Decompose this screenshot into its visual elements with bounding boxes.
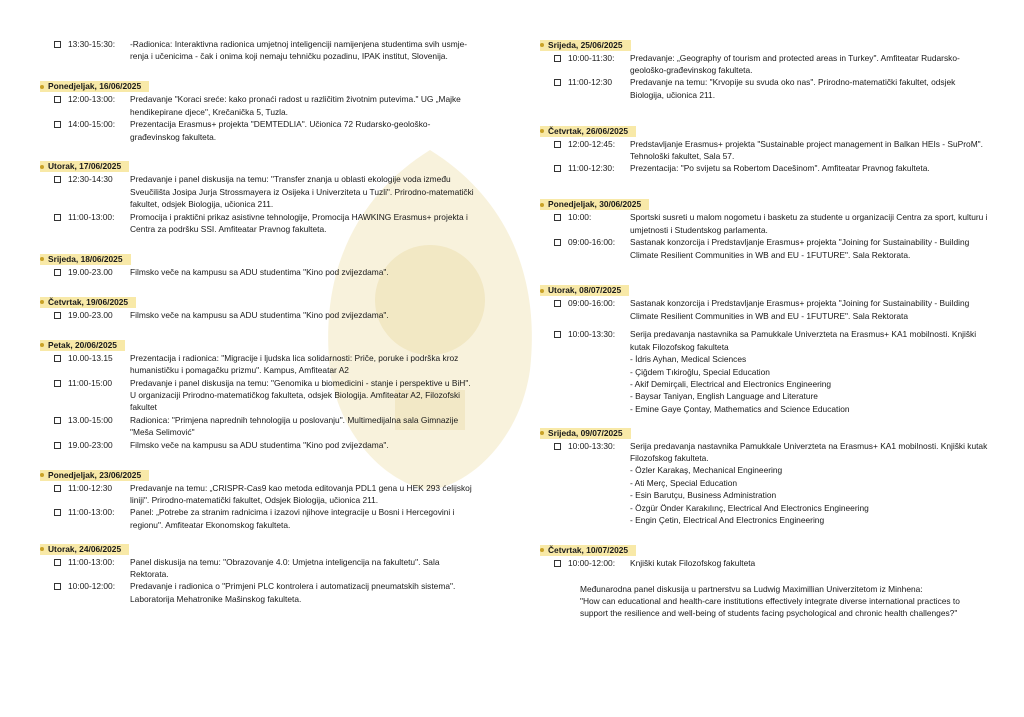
day-heading: [40, 340, 125, 351]
day-heading: [540, 545, 636, 556]
checkbox-icon: [554, 239, 561, 246]
checkbox-icon: [554, 141, 561, 148]
event-item: [40, 118, 478, 143]
event-time: 12:00-13:00:: [68, 94, 116, 105]
event-item: [40, 309, 478, 321]
checkbox-icon: [554, 79, 561, 86]
intro-event: [40, 38, 478, 63]
bullet-icon: [540, 129, 544, 133]
event-time: 19.00-23:00: [68, 439, 113, 450]
bullet-icon: [540, 548, 544, 552]
lecturer-item: - Çiğdem Tıkiroğlu, Special Education: [630, 366, 770, 377]
day-heading: [40, 470, 149, 481]
event-time: 11:00-12:30:: [568, 163, 615, 174]
event-description: Sportski susreti u malom nogometu i basketu za studente u organizaciji Centra za sport, kulturu i umjetnosti i Studentskog parlamenta.: [630, 212, 988, 235]
bullet-icon: [40, 547, 44, 551]
lecturer-item: - Engin Çetin, Electrical And Electronics Engineering: [630, 515, 825, 526]
event-item: [40, 93, 478, 118]
event-item: [40, 506, 478, 531]
event-time: 19.00-23.00: [68, 266, 113, 277]
checkbox-icon: [554, 165, 561, 172]
event-description: Prezentacija Erasmus+ projekta "DEMTEDLIA". Učionica 72 Rudarsko-geološko-građevinskog fakulteta.: [130, 119, 431, 142]
day-date: Četvrtak, 19/06/2025: [48, 296, 129, 307]
event-item: [40, 352, 478, 377]
event-description: Predavanje "Koraci sreće: kako pronaći radost u različitim životnim putevima." UG „Majke hendikepirane djece", Krečanička 5, Tuzla.: [130, 94, 461, 117]
event-time: 10:00-12:00:: [68, 581, 116, 592]
day-block: [40, 338, 478, 451]
day-date: Utorak, 24/06/2025: [48, 543, 122, 554]
note-body: "How can educational and health-care institutions effectively integrate diverse international practices to support the resilience and well-being of students facing psychological and chronic health challenges?": [580, 596, 960, 619]
checkbox-icon: [554, 331, 561, 338]
checkbox-icon: [54, 380, 61, 387]
checkbox-icon: [54, 269, 61, 276]
note-title: Međunarodna panel diskusija u partnerstvu sa Ludwig Maximillian Univerzitetom iz Minhena:: [580, 584, 923, 595]
event-description: Serija predavanja nastavnika Pamukkale Univerzteta na Erasmus+ KA1 mobilnosti. Knjiški kutak Filozofskog fakulteta.: [630, 440, 988, 464]
event-description: Predstavljanje Erasmus+ projekta "Sustainable project management in Balkan HEIs - SuProM". Tehnološki fakultet, Sala 57.: [630, 138, 983, 162]
event-description: Serija predavanja nastavnika sa Pamukkale Univerzteta na Erasmus+ KA1 mobilnosti. Knjiški kutak Filozofskog fakulteta: [630, 329, 977, 352]
day-date: Srijeda, 09/07/2025: [548, 427, 623, 438]
event-item: [540, 557, 990, 569]
right-column: [540, 38, 990, 619]
event-item: [540, 328, 990, 353]
event-time: 13:30-15:30:: [68, 39, 116, 49]
checkbox-icon: [54, 176, 61, 183]
day-heading: [40, 81, 149, 92]
bullet-icon: [540, 203, 544, 207]
event-item: [40, 556, 478, 581]
event-description: Panel diskusija na temu: "Obrazovanje 4.0: Umjetna inteligencija na fakultetu". Sala Rektorata.: [130, 556, 440, 580]
bullet-icon: [540, 43, 544, 47]
bullet-icon: [40, 300, 44, 304]
event-time: 10.00-13.15: [68, 352, 113, 363]
event-item: [40, 211, 478, 236]
event-time: 14:00-15:00:: [68, 119, 116, 130]
lecturer-item: - Baysar Taniyan, English Language and Literature: [630, 391, 818, 402]
panel-discussion-note: [540, 583, 990, 619]
event-time: 09:00-16:00:: [568, 298, 616, 309]
event-item: [540, 76, 990, 101]
day-heading: [540, 199, 649, 210]
lecturer-item: - Esin Barutçu, Business Administration: [630, 490, 777, 501]
event-item: [40, 173, 478, 210]
event-description: Filmsko veče na kampusu sa ADU studentima "Kino pod zvijezdama".: [130, 439, 389, 450]
day-block: [40, 295, 478, 321]
event-item: [40, 266, 478, 278]
event-description: Predavanje na temu: "Krvopije su svuda oko nas". Prirodno-matematički fakultet, odsjek Biologija, učionica 211.: [630, 77, 956, 100]
day-block: [540, 426, 990, 526]
event-time: 12:00-12:45:: [568, 138, 616, 149]
day-heading: [40, 297, 136, 308]
event-time: 10:00:: [568, 212, 592, 223]
checkbox-icon: [54, 214, 61, 221]
bullet-icon: [540, 289, 544, 293]
event-description: Prezentacija: "Po svijetu sa Robertom Dacešinom". Amfiteatar Pravnog fakulteta.: [630, 163, 930, 174]
event-time: 11:00-12:30: [568, 77, 613, 88]
lecturer-item: - Özgür Önder Karakılınç, Electrical And Electronics Engineering: [630, 502, 869, 513]
event-time: 10:00-12:00:: [568, 557, 616, 568]
event-time: 11:00-15:00: [68, 377, 113, 388]
event-description: Filmsko veče na kampusu sa ADU studentima "Kino pod zvijezdama".: [130, 266, 389, 277]
event-time: 10:00-13:30:: [568, 440, 616, 451]
day-heading: [540, 126, 636, 137]
checkbox-icon: [54, 485, 61, 492]
day-date: Utorak, 08/07/2025: [548, 285, 622, 296]
event-description: Radionica: "Primjena naprednih tehnologija u poslovanju". Multimedijalna sala Gimnazije "Meša Selimović": [130, 414, 459, 438]
event-time: 12:30-14:30: [68, 174, 113, 185]
day-heading: [540, 40, 631, 51]
event-item: [40, 580, 478, 605]
day-block: [40, 80, 478, 143]
event-item: [40, 414, 478, 439]
checkbox-icon: [54, 355, 61, 362]
event-description: Sastanak konzorcija i Predstavljanje Erasmus+ projekta "Joining for Sustainability - Building Climate Resilient Communities in WB and EU - 1FUTURE". Sala Rektorata: [630, 298, 970, 321]
checkbox-icon: [54, 442, 61, 449]
event-item: [540, 211, 990, 236]
checkbox-icon: [554, 214, 561, 221]
event-description: Prezentacija i radionica: "Migracije i ljudska lica solidarnosti: Priče, poruke i podrška kroz humanističku i pomagačku prizmu". Kampus, Amfiteatar A2: [130, 352, 459, 376]
event-item: [540, 297, 990, 322]
event-description: Filmsko veče na kampusu sa ADU studentima "Kino pod zvijezdama".: [130, 309, 389, 320]
checkbox-icon: [54, 509, 61, 516]
event-description: Promocija i praktični prikaz asistivne tehnologije, Promocija HAWKING Erasmus+ projekta i Centra za podršku SSI. Amfiteatar Pravnog fakulteta.: [130, 211, 468, 235]
day-date: Srijeda, 18/06/2025: [48, 253, 123, 264]
event-time: 10:00-11:30:: [568, 52, 615, 63]
event-time: 11:00-12:30: [68, 482, 113, 493]
event-description: Predavanje i panel diskusija na temu: "Transfer znanja u oblasti ekologije voda između Sveučilišta Josipa Jurja Strossmayera iz Osijeka i Univerziteta u Tuzli". Prirodno-matematički fakultet, odsjek Biologija, učionica 211.: [130, 174, 474, 210]
left-column: [40, 38, 478, 605]
event-description: -Radionica: Interaktivna radionica umjetnoj inteligenciji namijenjena studentima svih usmje-renja i učenicima - čak i onima koji nemaju tehničku pozadinu, IPAK institut, Slovenija.: [130, 39, 468, 62]
checkbox-icon: [54, 312, 61, 319]
checkbox-icon: [54, 559, 61, 566]
day-date: Utorak, 17/06/2025: [48, 161, 122, 172]
event-item: [40, 482, 478, 507]
event-description: Predavanje i panel diskusija na temu: "Genomika u biomedicini - stanje i perspektive u BiH". U organizaciji Prirodno-matematičkog fakulteta, odsjek Biologija. Amfiteatar A2, Filozofski fakultet: [130, 377, 471, 413]
event-description: Predavanje i radionica o "Primjeni PLC kontrolera i automatizacij pneumatskih sistema". Laboratorija Mehatronike Mašinskog fakulteta.: [130, 581, 456, 604]
checkbox-icon: [554, 55, 561, 62]
event-item: [540, 236, 990, 261]
bullet-icon: [40, 85, 44, 89]
day-date: Četvrtak, 26/06/2025: [548, 125, 629, 136]
event-description: Knjiški kutak Filozofskog fakulteta: [630, 557, 756, 568]
day-block: [40, 468, 478, 531]
event-time: 09:00-16:00:: [568, 237, 616, 248]
day-block: [540, 124, 990, 175]
day-block: [40, 252, 478, 278]
event-description: Panel: „Potrebe za stranim radnicima i izazovi njihove integracije u Bosni i Hercegovini i regionu". Amfiteatar Ekonomskog fakulteta.: [130, 507, 455, 530]
day-block: [540, 198, 990, 261]
day-block: [540, 38, 990, 101]
bullet-icon: [40, 165, 44, 169]
day-block: [40, 542, 478, 605]
bullet-icon: [40, 473, 44, 477]
day-heading: [40, 544, 129, 555]
day-block: [40, 160, 478, 236]
checkbox-icon: [54, 583, 61, 590]
day-heading: [540, 285, 629, 296]
event-time: 10:00-13:30:: [568, 329, 616, 340]
day-date: Ponedjeljak, 23/06/2025: [48, 469, 142, 480]
event-item: [540, 138, 990, 163]
event-time: 13.00-15:00: [68, 414, 113, 425]
lecturer-item: - Ati Merç, Special Education: [630, 477, 738, 488]
event-time: 11:00-13:00:: [68, 211, 115, 222]
checkbox-icon: [54, 41, 61, 48]
event-description: Predavanje: „Geography of tourism and protected areas in Turkey". Amfiteatar Rudarsko-geološko-građevinskog fakulteta.: [630, 52, 960, 75]
lecturer-item: - Emine Gaye Çontay, Mathematics and Science Education: [630, 403, 850, 414]
lecturer-item: - Özler Karakaş, Mechanical Engineering: [630, 465, 783, 476]
bullet-icon: [40, 257, 44, 261]
day-heading: [40, 254, 131, 265]
event-item: [540, 162, 990, 174]
event-description: Predavanje na temu: „CRISPR-Cas9 kao metoda editovanja PDL1 gena u HEK 293 ćelijskoj liniji". Prirodno-matematički fakultet, Odsjek Biologija, učionica 211.: [130, 482, 472, 505]
checkbox-icon: [54, 96, 61, 103]
event-item: [40, 377, 478, 414]
day-date: Ponedjeljak, 16/06/2025: [48, 81, 142, 92]
lecturer-item: - Akif Demirçali, Electrical and Electronics Engineering: [630, 378, 832, 389]
checkbox-icon: [554, 560, 561, 567]
day-block: [540, 543, 990, 569]
event-time: 11:00-13:00:: [68, 507, 115, 518]
event-description: Sastanak konzorcija i Predstavljanje Erasmus+ projekta "Joining for Sustainability - Building Climate Resilient Communities in WB and EU - 1FUTURE". Sala Rektorata.: [630, 237, 970, 260]
event-item: [40, 439, 478, 451]
checkbox-icon: [554, 443, 561, 450]
day-date: Četvrtak, 10/07/2025: [548, 544, 629, 555]
checkbox-icon: [54, 121, 61, 128]
day-date: Ponedjeljak, 30/06/2025: [548, 199, 642, 210]
event-item: [540, 440, 990, 465]
checkbox-icon: [54, 417, 61, 424]
event-time: 11:00-13:00:: [68, 556, 115, 567]
day-heading: [40, 161, 129, 172]
bullet-icon: [540, 431, 544, 435]
event-time: 19.00-23.00: [68, 309, 113, 320]
event-item: [540, 52, 990, 77]
day-block: [540, 284, 990, 415]
day-date: Srijeda, 25/06/2025: [548, 39, 623, 50]
lecturer-item: - İdris Ayhan, Medical Sciences: [630, 354, 747, 365]
bullet-icon: [40, 343, 44, 347]
checkbox-icon: [554, 300, 561, 307]
day-date: Petak, 20/06/2025: [48, 339, 117, 350]
day-heading: [540, 428, 631, 439]
